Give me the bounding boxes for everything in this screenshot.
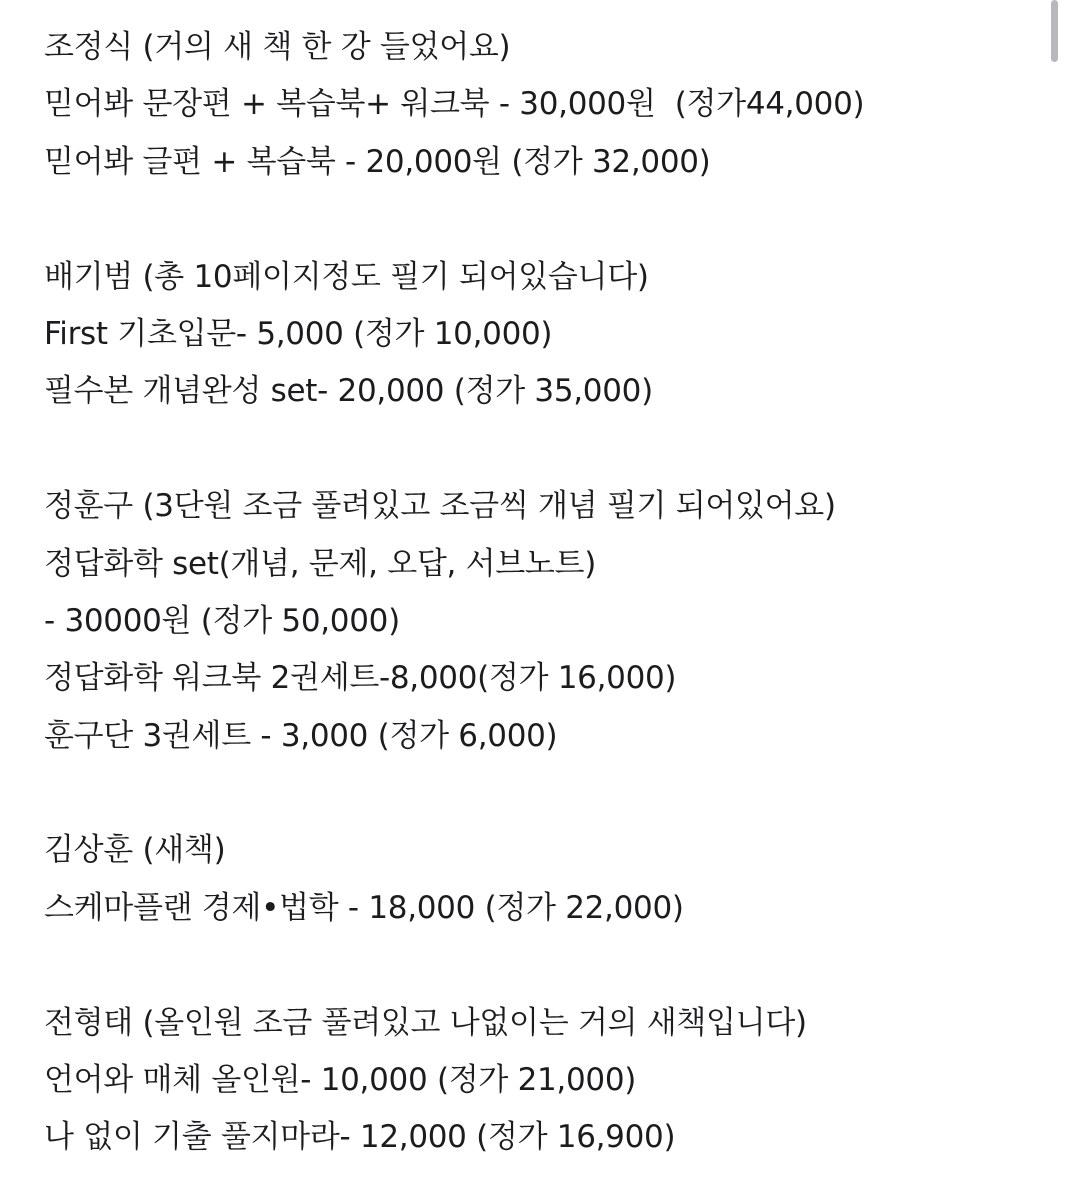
- blank-line: [44, 191, 1036, 248]
- list-item: 믿어봐 문장편 + 복습북+ 워크북 - 30,000원 (정가44,000): [44, 86, 865, 123]
- list-item: - 30000원 (정가 50,000): [44, 602, 400, 639]
- section-heading: 정훈구 (3단원 조금 풀려있고 조금씩 개념 필기 되어있어요): [44, 488, 836, 525]
- scrollbar-thumb[interactable]: [1051, 0, 1058, 62]
- list-item: 믿어봐 글편 + 복습북 - 20,000원 (정가 32,000): [44, 143, 711, 180]
- list-item: 필수본 개념완성 set- 20,000 (정가 35,000): [44, 373, 653, 410]
- blank-line: [44, 937, 1036, 994]
- list-item: 정답화학 set(개념, 문제, 오답, 서브노트): [44, 545, 596, 582]
- list-item: 정답화학 워크북 2권세트-8,000(정가 16,000): [44, 660, 677, 697]
- list-item: 훈구단 3권세트 - 3,000 (정가 6,000): [44, 717, 558, 754]
- list-item: 나 없이 기출 풀지마라- 12,000 (정가 16,900): [44, 1119, 676, 1156]
- section-heading: 배기범 (총 10페이지정도 필기 되어있습니다): [44, 258, 649, 295]
- blank-line: [44, 765, 1036, 822]
- list-item: First 기초입문- 5,000 (정가 10,000): [44, 315, 553, 352]
- list-item: 언어와 매체 올인원- 10,000 (정가 21,000): [44, 1062, 637, 1099]
- note-body[interactable]: [44, 19, 1036, 1167]
- section-heading: 김상훈 (새책): [44, 832, 226, 869]
- section-heading: 전형태 (올인원 조금 풀려있고 나없이는 거의 새책입니다): [44, 1004, 807, 1041]
- blank-line: [44, 421, 1036, 478]
- list-item: 스케마플랜 경제•법학 - 18,000 (정가 22,000): [44, 889, 684, 926]
- section-heading: 조정식 (거의 새 책 한 강 들었어요): [44, 29, 511, 65]
